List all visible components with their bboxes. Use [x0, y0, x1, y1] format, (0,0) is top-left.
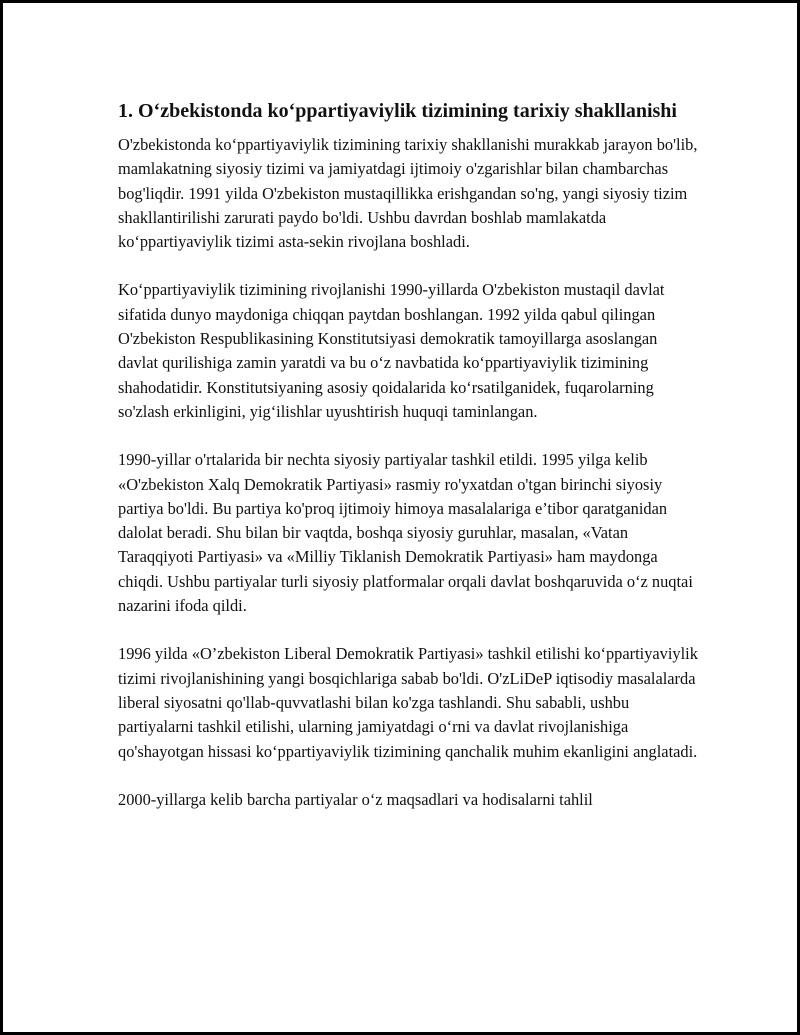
document-body [118, 98, 698, 836]
paragraph-2: Ko‘ppartiyaviylik tizimining rivojlanishi 1990-yillarda O'zbekiston mustaqil davlat sifatida dunyo maydoniga chiqqan paytdan boshlangan. 1992 yilda qabul qilingan O'zbekiston Respublikasining Konstitutsiyasi demokratik tamoyillarga asoslangan davlat qurilishiga zamin yaratdi va bu o‘z navbatida ko‘ppartiyaviylik tizimining shahodatidir. Konstitutsiyaning asosiy qoidalarida ko‘rsatilganidek, fuqarolarning so'zlash erkinligini, yig‘ilishlar uyushtirish huquqi taminlangan. [118, 280, 665, 421]
paragraph-4: 1996 yilda «O’zbekiston Liberal Demokratik Partiyasi» tashkil etilishi ko‘ppartiyaviylik tizimi rivojlanishining yangi bosqichlariga sabab bo'ldi. O'zLiDeP iqtisodiy masalalarda liberal siyosatni qo'llab-quvvatlashi bilan ko'zga tashlandi. Shu sababli, ushbu partiyalarni tashkil etilishi, ularning jamiyatdagi o‘rni va davlat rivojlanishiga qo'shayotgan hissasi ko‘ppartiyaviylik tizimining qanchalik muhim ekanligini anglatadi. [118, 644, 698, 761]
paragraph-5: 2000-yillarga kelib barcha partiyalar o‘z maqsadlari va hodisalarni tahlil [118, 789, 593, 809]
section-heading: 1. O‘zbekistonda ko‘ppartiyaviylik tizimining tarixiy shakllanishi [118, 100, 677, 122]
paragraph-3: 1990-yillar o'rtalarida bir nechta siyosiy partiyalar tashkil etildi. 1995 yilga kelib «O'zbekiston Xalq Demokratik Partiyasi» rasmiy ro'yxatdan o'tgan birinchi siyosiy partiya bo'ldi. Bu partiya ko'proq ijtimoiy himoya masalalariga e’tibor qaratganidan dalolat beradi. Shu bilan bir vaqtda, boshqa siyosiy guruhlar, masalan, «Vatan Taraqqiyoti Partiyasi» va «Milliy Tiklanish Demokratik Partiyasi» ham maydonga chiqdi. Ushbu partiyalar turli siyosiy platformalar orqali davlat boshqaruvida o‘z nuqtai nazarini ifoda qildi. [118, 450, 693, 616]
paragraph-1: O'zbekistonda ko‘ppartiyaviylik tizimining tarixiy shakllanishi murakkab jarayon bo'lib, mamlakatning siyosiy tizimi va jamiyatdagi ijtimoiy o'zgarishlar bilan chambarchas bog'liqdir. 1991 yilda O'zbekiston mustaqillikka erishgandan so'ng, yangi siyosiy tizim shakllantirilishi zarurati paydo bo'ldi. Ushbu davrdan boshlab mamlakatda ko‘ppartiyaviylik tizimi asta-sekin rivojlana boshladi. [118, 135, 698, 252]
